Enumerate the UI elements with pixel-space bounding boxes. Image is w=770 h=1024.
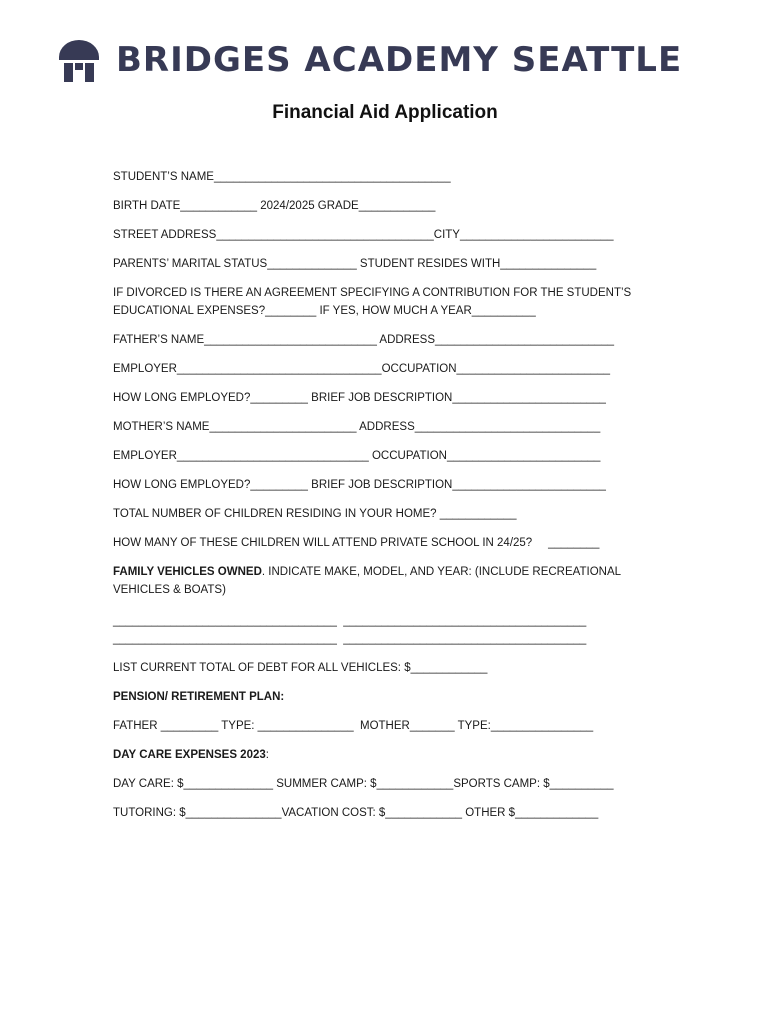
marital-status-field[interactable]: PARENTS’ MARITAL STATUS______________ STUDENT RESIDES WITH_______________ [113, 258, 597, 270]
private-school-children-field[interactable]: HOW MANY OF THESE CHILDREN WILL ATTEND PRIVATE SCHOOL IN 24/25? ________ [113, 537, 600, 549]
student-name-field[interactable]: STUDENT’S NAME_____________________________________ [113, 171, 451, 183]
daycare-heading-line [113, 746, 269, 765]
pension-heading: PENSION/ RETIREMENT PLAN: [113, 691, 285, 703]
header [56, 36, 682, 84]
tutoring-expenses-field[interactable]: TUTORING: $_______________VACATION COST: $____________ OTHER $_____________ [113, 807, 599, 819]
mother-employment-field[interactable]: HOW LONG EMPLOYED?_________ BRIEF JOB DESCRIPTION________________________ [113, 479, 606, 491]
vehicle-blank-row-2[interactable]: ___________________________________ ______________________________________ [113, 633, 587, 645]
page-title: Financial Aid Application [272, 102, 498, 123]
daycare-expenses-field[interactable]: DAY CARE: $______________ SUMMER CAMP: $____________SPORTS CAMP: $__________ [113, 778, 614, 790]
mother-employer-field[interactable]: EMPLOYER______________________________ OCCUPATION________________________ [113, 450, 601, 462]
father-name-field[interactable]: FATHER’S NAME___________________________ ADDRESS____________________________ [113, 334, 615, 346]
birth-date-grade-field[interactable]: BIRTH DATE____________ 2024/2025 GRADE____________ [113, 200, 436, 212]
father-employment-field[interactable]: HOW LONG EMPLOYED?_________ BRIEF JOB DESCRIPTION________________________ [113, 392, 606, 404]
pension-field[interactable]: FATHER _________ TYPE: _______________ MOTHER_______ TYPE:________________ [113, 720, 594, 732]
daycare-heading-colon: : [265, 749, 269, 761]
vehicle-blank-row-1[interactable]: ___________________________________ ______________________________________ [113, 615, 587, 627]
mother-name-field[interactable]: MOTHER’S NAME_______________________ ADDRESS_____________________________ [113, 421, 601, 433]
street-city-field[interactable]: STREET ADDRESS__________________________________CITY________________________ [113, 229, 614, 241]
vehicles-instruction-text: . INDICATE MAKE, MODEL, AND YEAR: (INCLUDE RECREATIONAL [261, 566, 622, 578]
brand-name: BRIDGES ACADEMY SEATTLE [116, 40, 683, 80]
total-children-field[interactable]: TOTAL NUMBER OF CHILDREN RESIDING IN YOUR HOME? ____________ [113, 508, 517, 520]
vehicles-heading: FAMILY VEHICLES OWNED [113, 566, 262, 578]
vehicles-instruction [113, 563, 621, 582]
divorce-agreement-question: IF DIVORCED IS THERE AN AGREEMENT SPECIFYING A CONTRIBUTION FOR THE STUDENT’S [113, 287, 632, 299]
father-employer-field[interactable]: EMPLOYER________________________________OCCUPATION________________________ [113, 363, 611, 375]
arch-pillars-logo-icon [56, 37, 102, 83]
daycare-heading: DAY CARE EXPENSES 2023 [113, 749, 266, 761]
vehicle-debt-field[interactable]: LIST CURRENT TOTAL OF DEBT FOR ALL VEHICLES: $____________ [113, 662, 488, 674]
educational-expenses-field[interactable]: EDUCATIONAL EXPENSES?________ IF YES, HOW MUCH A YEAR__________ [113, 305, 536, 317]
vehicles-instruction-continued: VEHICLES & BOATS) [113, 584, 226, 596]
